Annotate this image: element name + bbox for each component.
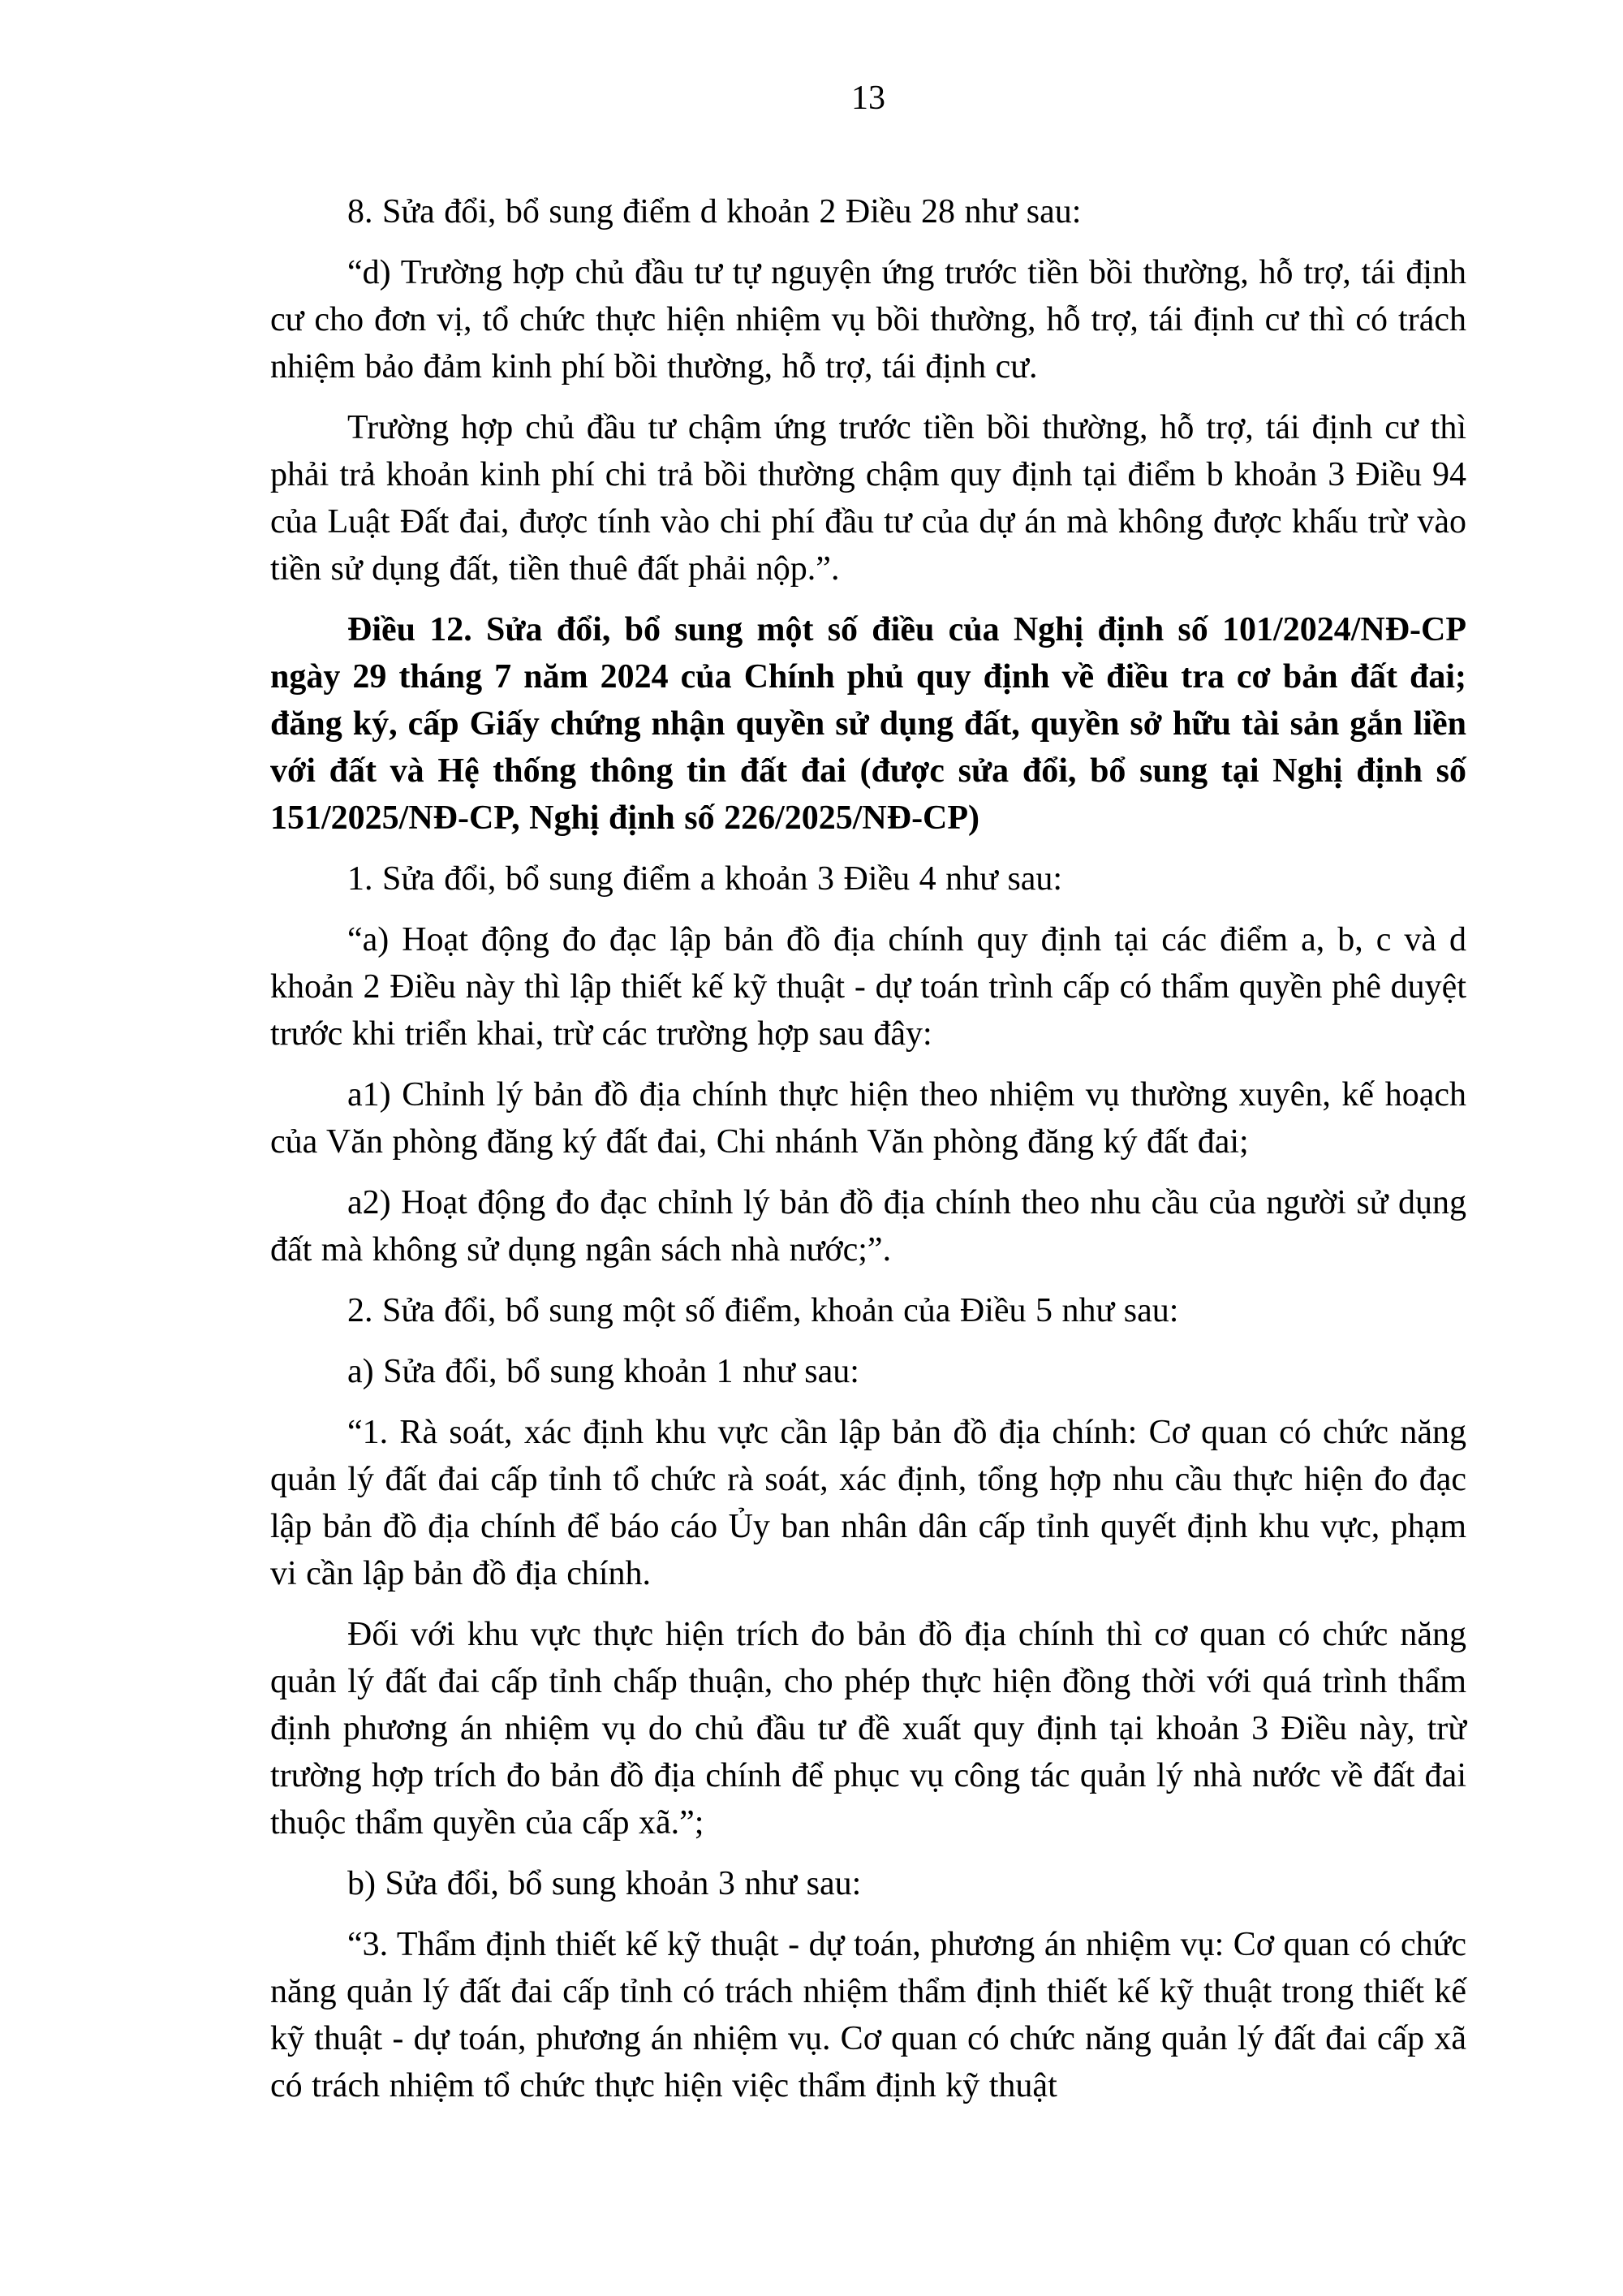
paragraph-trich-do-case: Đối với khu vực thực hiện trích đo bản đồ địa chính thì cơ quan có chức năng quản lý đất đai cấp tỉnh chấp thuận, cho phép thực hiện đồng thời với quá trình thẩm định phương án nhiệm vụ do chủ đầu tư đề xuất quy định tại khoản 3 Điều này, trừ trường hợp trích đo bản đồ địa chính để phục vụ công tác quản lý nhà nước về đất đai thuộc thẩm quyền của cấp xã.”; <box>270 1616 1466 1842</box>
paragraph-point-a1: a1) Chỉnh lý bản đồ địa chính thực hiện theo nhiệm vụ thường xuyên, kế hoạch của Văn phòng đăng ký đất đai, Chi nhánh Văn phòng đăng ký đất đai; <box>270 1076 1466 1161</box>
article-12-heading: Điều 12. Sửa đổi, bổ sung một số điều của Nghị định số 101/2024/NĐ-CP ngày 29 tháng 7 năm 2024 của Chính phủ quy định về điều tra cơ bản đất đai; đăng ký, cấp Giấy chứng nhận quyền sử dụng đất, quyền sở hữu tài sản gắn liền với đất và Hệ thống thông tin đất đai (được sửa đổi, bổ sung tại Nghị định số 151/2025/NĐ-CP, Nghị định số 226/2025/NĐ-CP) <box>270 611 1466 837</box>
document-body <box>270 188 1466 2123</box>
paragraph-point-a-quote: “a) Hoạt động đo đạc lập bản đồ địa chính quy định tại các điểm a, b, c và d khoản 2 Điều này thì lập thiết kế kỹ thuật - dự toán trình cấp có thẩm quyền phê duyệt trước khi triển khai, trừ các trường hợp sau đây: <box>270 921 1466 1053</box>
paragraph-point-a2: a2) Hoạt động đo đạc chỉnh lý bản đồ địa chính theo nhu cầu của người sử dụng đất mà không sử dụng ngân sách nhà nước;”. <box>270 1184 1466 1269</box>
paragraph-point-b-khoan-3: b) Sửa đổi, bổ sung khoản 3 như sau: <box>347 1865 862 1902</box>
paragraph-clause-1-amendment: 1. Sửa đổi, bổ sung điểm a khoản 3 Điều 4 như sau: <box>347 860 1063 898</box>
paragraph-khoan-1-quote: “1. Rà soát, xác định khu vực cần lập bản đồ địa chính: Cơ quan có chức năng quản lý đất đai cấp tỉnh tổ chức rà soát, xác định, tổng hợp nhu cầu thực hiện đo đạc lập bản đồ địa chính để báo cáo Ủy ban nhân dân cấp tỉnh quyết định khu vực, phạm vi cần lập bản đồ địa chính. <box>270 1414 1466 1592</box>
paragraph-point-a-khoan-1: a) Sửa đổi, bổ sung khoản 1 như sau: <box>347 1353 859 1390</box>
paragraph-late-advance-case: Trường hợp chủ đầu tư chậm ứng trước tiền bồi thường, hỗ trợ, tái định cư thì phải trả khoản kinh phí chi trả bồi thường chậm quy định tại điểm b khoản 3 Điều 94 của Luật Đất đai, được tính vào chi phí đầu tư của dự án mà không được khấu trừ vào tiền sử dụng đất, tiền thuê đất phải nộp.”. <box>270 409 1466 588</box>
paragraph-clause-2-amendment: 2. Sửa đổi, bổ sung một số điểm, khoản của Điều 5 như sau: <box>347 1292 1179 1329</box>
page-number: 13 <box>851 80 885 117</box>
paragraph-amendment-8: 8. Sửa đổi, bổ sung điểm d khoản 2 Điều 28 như sau: <box>347 193 1082 230</box>
paragraph-point-d-quote: “d) Trường hợp chủ đầu tư tự nguyện ứng trước tiền bồi thường, hỗ trợ, tái định cư cho đơn vị, tổ chức thực hiện nhiệm vụ bồi thường, hỗ trợ, tái định cư thì có trách nhiệm bảo đảm kinh phí bồi thường, hỗ trợ, tái định cư. <box>270 254 1466 386</box>
paragraph-khoan-3-quote: “3. Thẩm định thiết kế kỹ thuật - dự toán, phương án nhiệm vụ: Cơ quan có chức năng quản lý đất đai cấp tỉnh có trách nhiệm thẩm định thiết kế kỹ thuật trong thiết kế kỹ thuật - dự toán, phương án nhiệm vụ. Cơ quan có chức năng quản lý đất đai cấp xã có trách nhiệm tổ chức thực hiện việc thẩm định kỹ thuật <box>270 1926 1466 2104</box>
